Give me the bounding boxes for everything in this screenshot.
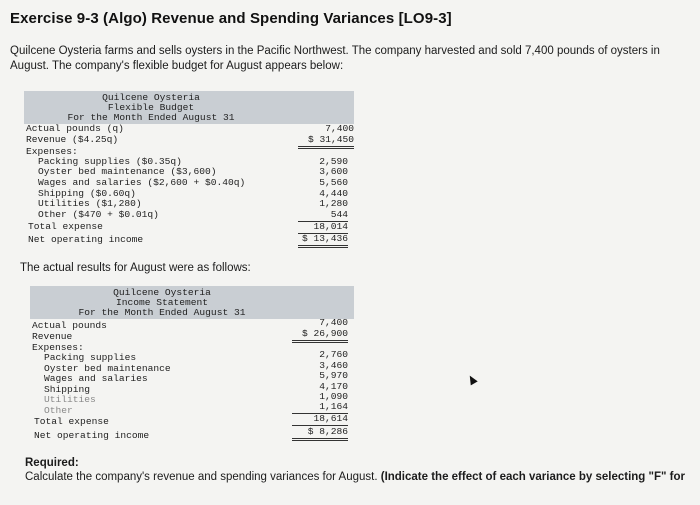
required-label: Required: xyxy=(25,457,79,469)
required-instructions xyxy=(25,471,695,483)
actual-results-intro: The actual results for August were as follows: xyxy=(20,262,251,274)
row-label: Expenses: xyxy=(32,342,84,353)
row-label: Net operating income xyxy=(34,430,150,441)
mouse-cursor-icon xyxy=(466,374,477,386)
row-label: Oyster bed maintenance ($3,600) xyxy=(38,166,217,177)
row-value: 4,440 xyxy=(319,188,348,199)
row-value: 7,400 xyxy=(325,123,354,134)
row-label: Total expense xyxy=(34,416,109,427)
row-value: 4,170 xyxy=(319,381,348,392)
row-label: Expenses: xyxy=(26,146,78,157)
row-label: Packing supplies xyxy=(44,352,137,363)
row-label: Actual pounds xyxy=(32,320,107,331)
row-label: Other ($470 + $0.01q) xyxy=(38,209,159,220)
income-statement-table xyxy=(30,286,354,446)
row-value: $ 8,286 xyxy=(292,427,348,441)
row-value: $ 13,436 xyxy=(298,234,348,248)
row-label: Shipping ($0.60q) xyxy=(38,188,136,199)
income-statement-header xyxy=(30,286,354,319)
row-label: Shipping xyxy=(44,384,91,395)
row-label: Packing supplies ($0.35q) xyxy=(38,156,182,167)
intro-paragraph: Quilcene Oysteria farms and sells oysters in the Pacific Northwest. The company harvested and sold 7,400 pounds of oysters in August. The company's flexible budget for August appears below: xyxy=(10,45,660,72)
row-label: Utilities ($1,280) xyxy=(38,198,142,209)
flexible-budget-table xyxy=(24,91,354,251)
row-label: Net operating income xyxy=(28,234,144,245)
row-value: 544 xyxy=(298,210,348,222)
row-value: $ 31,450 xyxy=(298,135,354,149)
row-value: $ 26,900 xyxy=(292,329,348,343)
row-label: Oyster bed maintenance xyxy=(44,363,171,374)
row-value: 3,460 xyxy=(319,360,348,371)
row-label: Wages and salaries xyxy=(44,373,148,384)
row-value: 5,970 xyxy=(319,370,348,381)
report-name: Flexible Budget xyxy=(107,102,195,113)
row-value: 1,280 xyxy=(319,198,348,209)
row-label: Total expense xyxy=(28,221,103,232)
report-name: Income Statement xyxy=(115,297,209,308)
row-label: Other xyxy=(44,405,73,416)
row-value: 18,614 xyxy=(292,414,348,426)
row-value: 2,590 xyxy=(319,156,348,167)
flexible-budget-header xyxy=(24,91,354,124)
exercise-title: Exercise 9-3 (Algo) Revenue and Spending Variances [LO9-3] xyxy=(10,10,452,27)
row-value: 3,600 xyxy=(319,166,348,177)
required-text: Calculate the company's revenue and spending variances for August. xyxy=(25,471,378,483)
row-value: 18,014 xyxy=(298,222,348,234)
row-value: 5,560 xyxy=(319,177,348,188)
row-label: Wages and salaries ($2,600 + $0.40q) xyxy=(38,177,246,188)
row-label: Revenue xyxy=(32,331,73,342)
row-label: Revenue ($4.25q) xyxy=(26,134,119,145)
row-value: 7,400 xyxy=(319,317,348,328)
row-value: 2,760 xyxy=(319,349,348,360)
company-name: Quilcene Oysteria xyxy=(113,287,211,298)
row-value: 1,090 xyxy=(319,391,348,402)
row-label: Actual pounds (q) xyxy=(26,123,124,134)
report-period: For the Month Ended August 31 xyxy=(78,307,246,318)
row-value: 1,164 xyxy=(292,402,348,414)
required-bold-note: (Indicate the effect of each variance by selecting "F" for xyxy=(380,471,685,483)
report-period: For the Month Ended August 31 xyxy=(67,112,235,123)
row-label: Utilities xyxy=(44,394,96,405)
company-name: Quilcene Oysteria xyxy=(102,92,200,103)
